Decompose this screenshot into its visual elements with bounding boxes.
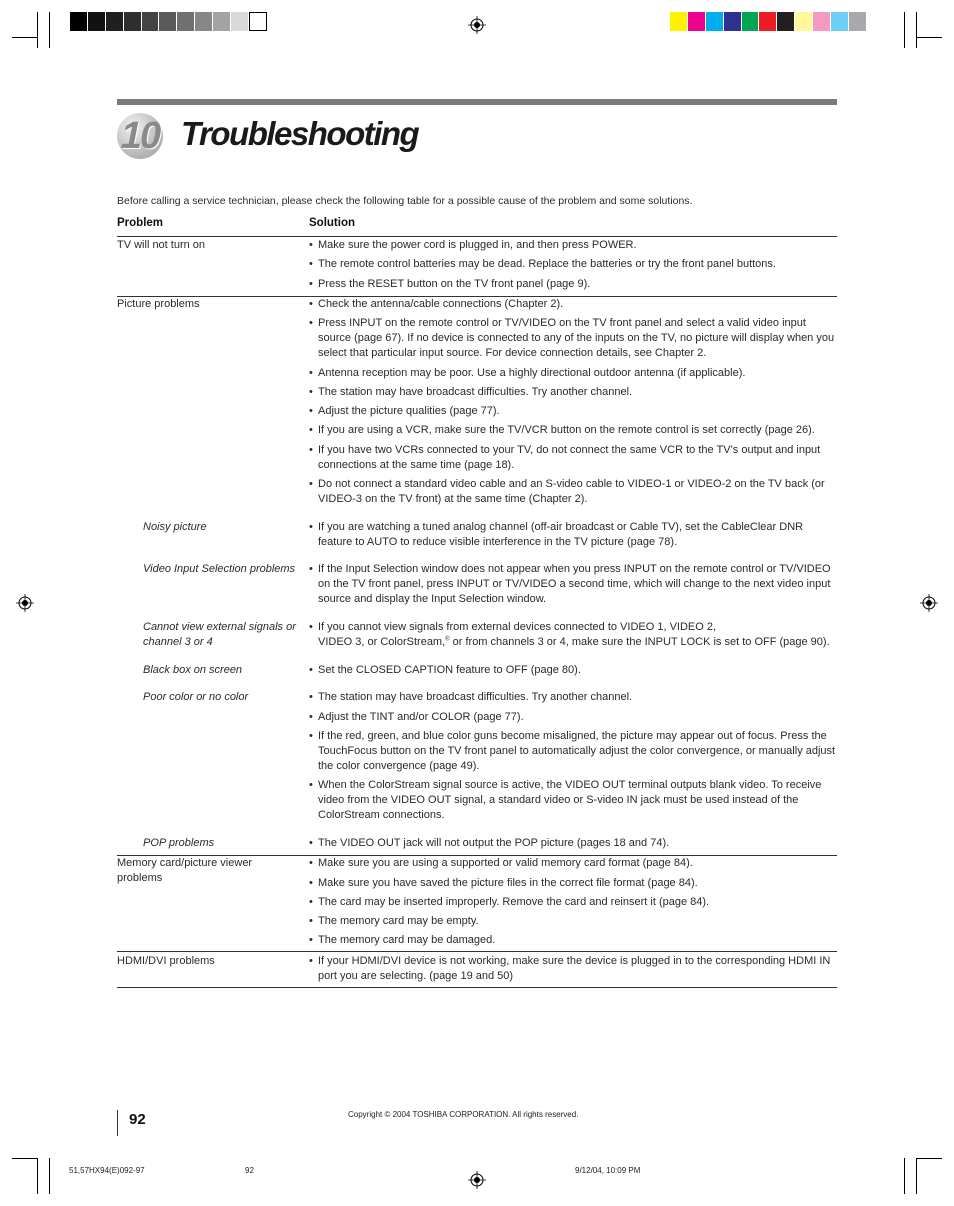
slug-file: 51,57HX94(E)092-97 [69,1166,145,1175]
solution-item: • If you cannot view signals from external devices connected to VIDEO 1, VIDEO 2, VIDEO 3, or ColorStream,® or from channels 3 or 4, make sure the INPUT LOCK is set to OFF (page 90). [309,621,830,648]
solution-item: • The remote control batteries may be dead. Replace the batteries or try the front panel buttons. [309,258,776,270]
header-rule [117,99,837,105]
color-swatch [795,12,813,31]
crop-mark [904,1158,905,1194]
gray-swatch [159,12,177,31]
registration-mark-icon [920,594,938,612]
gray-swatch [231,12,249,31]
problem-label: Cannot view external signals or channel 3 or 4 [143,621,296,648]
solution-item: • The station may have broadcast difficulties. Try another channel. [309,691,633,703]
page-title: Troubleshooting [181,115,419,152]
registration-mark-icon [468,16,486,34]
table-rule [117,236,837,237]
problem-label: Video Input Selection problems [143,563,296,575]
solution-item: • Check the antenna/cable connections (Chapter 2). [309,298,564,310]
solution-item: • If you are using a VCR, make sure the TV/VCR button on the remote control is set correctly (page 26). [309,424,815,436]
color-swatch [724,12,742,31]
solution-item: • Make sure the power cord is plugged in, and then press POWER. [309,239,637,251]
solution-item: • Adjust the TINT and/or COLOR (page 77). [309,711,524,723]
solution-item: • The memory card may be empty. [309,915,479,927]
grayscale-color-bar [70,12,267,31]
color-swatch [670,12,688,31]
solution-item: • Press the RESET button on the TV front panel (page 9). [309,278,591,290]
solution-item: • The memory card may be damaged. [309,934,496,946]
gray-swatch [124,12,142,31]
solution-item: • Make sure you are using a supported or valid memory card format (page 84). [309,857,693,869]
registration-mark-icon [468,1171,486,1189]
problem-label: Black box on screen [143,664,243,676]
gray-swatch [106,12,124,31]
registration-mark-icon [16,594,34,612]
problem-label: Noisy picture [143,521,207,533]
column-header-problem: Problem [117,217,164,229]
crop-mark [12,37,38,38]
crop-mark [916,1158,917,1194]
table-rule [117,951,837,952]
solution-item: • Do not connect a standard video cable and an S-video cable to VIDEO-1 or VIDEO-2 on the TV back (or VIDEO-3 on the TV front) at the same time (Chapter 2). [309,478,825,505]
problem-label: POP problems [143,837,215,849]
gray-swatch [70,12,88,31]
copyright-notice: Copyright © 2004 TOSHIBA CORPORATION. All rights reserved. [348,1110,579,1119]
gray-swatch [249,12,267,31]
solution-item: • The station may have broadcast difficulties. Try another channel. [309,386,633,398]
crop-mark [49,1158,50,1194]
gray-swatch [177,12,195,31]
slug-page: 92 [245,1166,254,1175]
gray-swatch [88,12,106,31]
solution-item: • If your HDMI/DVI device is not working, make sure the device is plugged in to the corresponding HDMI IN port you are selecting. (page 19 and 50) [309,955,831,982]
solution-item: • Antenna reception may be poor. Use a highly directional outdoor antenna (if applicable). [309,367,746,379]
problem-label: HDMI/DVI problems [117,955,215,967]
intro-text: Before calling a service technician, please check the following table for a possible cause of the problem and some solutions. [117,195,693,207]
solution-item: • If the red, green, and blue color guns become misaligned, the picture may appear out of focus. Press the TouchFocus button on the TV front panel to automatically adjust the color convergence, or manually adjust the color convergence (page 49). [309,730,836,772]
problem-label: TV will not turn on [117,239,206,251]
crop-mark [916,12,917,48]
page-number-rule [117,1110,118,1136]
solution-item: • If the Input Selection window does not appear when you press INPUT on the remote control or TV/VIDEO on the TV front panel, press INPUT or TV/VIDEO a second time, which will change to the next video input source and display the Input Selection window. [309,563,831,605]
process-color-bar [670,12,867,31]
solution-item: • Adjust the picture qualities (page 77). [309,405,500,417]
slug-date: 9/12/04, 10:09 PM [575,1166,641,1175]
color-swatch [831,12,849,31]
color-swatch [742,12,760,31]
gray-swatch [213,12,231,31]
column-header-solution: Solution [309,217,355,229]
crop-mark [916,37,942,38]
table-rule [117,987,837,988]
crop-mark [916,1158,942,1159]
page-number: 92 [129,1111,146,1128]
gray-swatch [142,12,160,31]
color-swatch [813,12,831,31]
solution-item: • Make sure you have saved the picture files in the correct file format (page 84). [309,877,698,889]
solution-item: • When the ColorStream signal source is active, the VIDEO OUT terminal outputs blank video. To receive video from the VIDEO OUT signal, a standard video or S-video IN jack must be used instead of the ColorStream connections. [309,779,822,821]
solution-item: • If you are watching a tuned analog channel (off-air broadcast or Cable TV), set the CableClear DNR feature to AUTO to reduce visible interference in the TV picture (page 78). [309,521,804,548]
color-swatch [706,12,724,31]
solution-item: • The VIDEO OUT jack will not output the POP picture (pages 18 and 74). [309,837,670,849]
color-swatch [759,12,777,31]
crop-mark [904,12,905,48]
solution-item: • If you have two VCRs connected to your TV, do not connect the same VCR to the TV’s output and input connections at the same time (page 18). [309,444,821,471]
solution-item: • Press INPUT on the remote control or TV/VIDEO on the TV front panel and select a valid video input source (page 67). If no device is connected to any of the inputs on the TV, no picture will display when you select that particular input source. For device connection details, see Chapter 2. [309,317,835,359]
solution-item: • Set the CLOSED CAPTION feature to OFF (page 80). [309,664,581,676]
color-swatch [849,12,867,31]
crop-mark [12,1158,38,1159]
crop-mark [49,12,50,48]
crop-mark [37,1158,38,1194]
gray-swatch [195,12,213,31]
chapter-number: 10 [120,115,160,157]
color-swatch [777,12,795,31]
color-swatch [688,12,706,31]
problem-label: Memory card/picture viewer problems [117,857,253,884]
solution-item: • The card may be inserted improperly. Remove the card and reinsert it (page 84). [309,896,710,908]
problem-label: Picture problems [117,298,200,310]
problem-label: Poor color or no color [143,691,249,703]
crop-mark [37,12,38,48]
